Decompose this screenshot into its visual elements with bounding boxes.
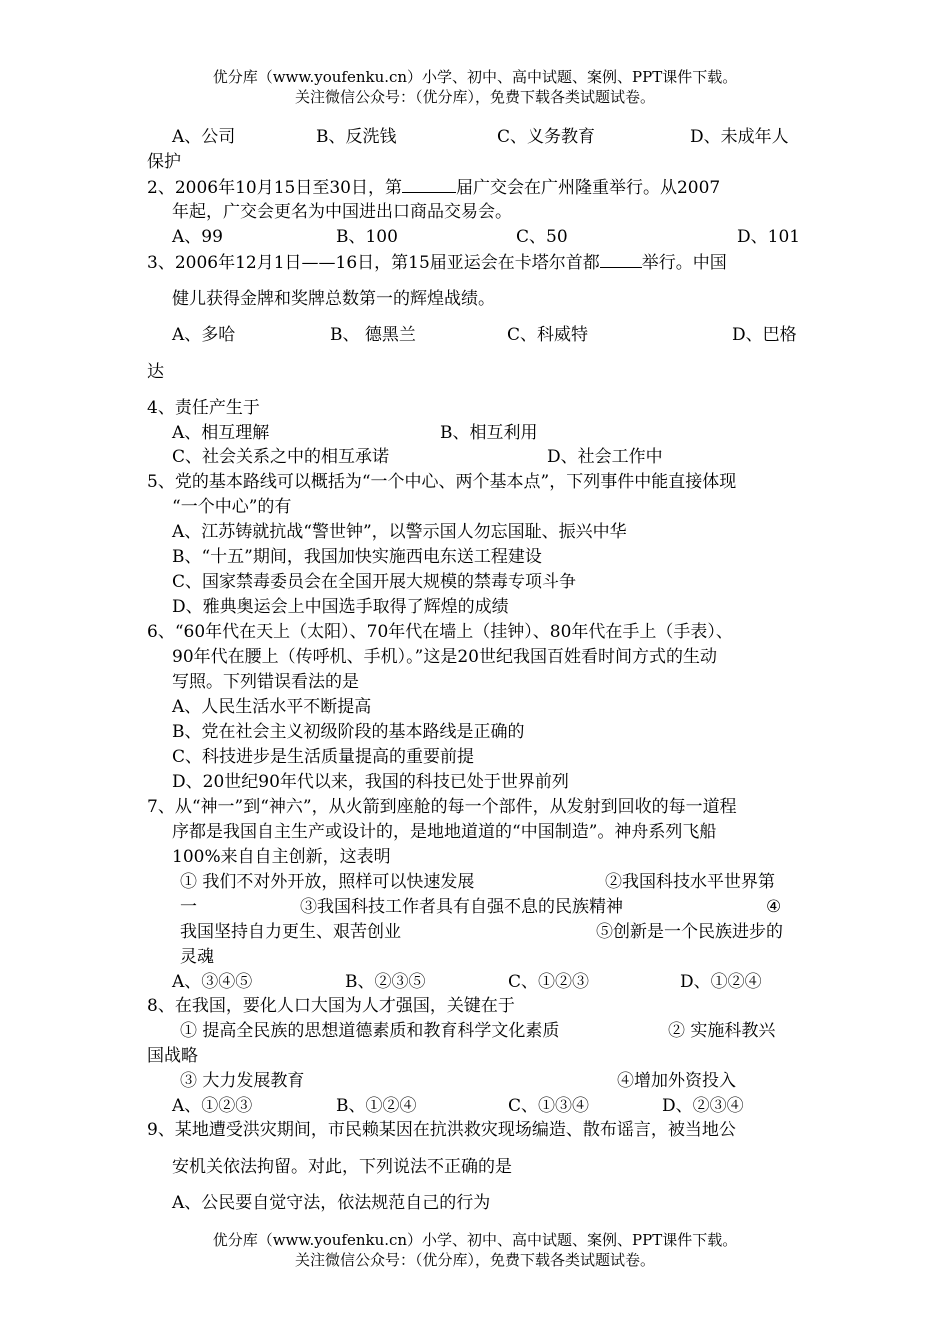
q5-stem-line1: 5、党的基本路线可以概括为“一个中心、两个基本点”，下列事件中能直接体现 — [147, 472, 737, 492]
q2-answer-blank — [402, 176, 456, 193]
q7-option-b: B、②③⑤ — [345, 972, 426, 992]
q8-item-4: ④增加外资投入 — [617, 1071, 736, 1091]
q1-option-c: C、义务教育 — [497, 127, 596, 147]
q3-option-d: D、巴格 — [732, 325, 797, 345]
q8-item-2b: 国战略 — [147, 1046, 198, 1066]
q1-option-a: A、公司 — [172, 127, 236, 147]
q3-stem-after: 举行。中国 — [641, 253, 727, 273]
q8-option-c: C、①③④ — [508, 1096, 590, 1116]
q7-option-d: D、①②④ — [680, 972, 762, 992]
q6-stem-line3: 写照。下列错误看法的是 — [172, 672, 359, 692]
q4-option-a: A、相互理解 — [172, 423, 270, 443]
q2-option-d: D、101 — [737, 227, 801, 247]
q8-option-d: D、②③④ — [662, 1096, 744, 1116]
q7-item-1: ① 我们不对外开放，照样可以快速发展 — [180, 872, 475, 892]
q2-stem-line2: 年起，广交会更名为中国进出口商品交易会。 — [172, 202, 512, 222]
q7-item-2a: ②我国科技水平世界第 — [605, 872, 775, 892]
page-footer-line1: 优分库（www.youfenku.cn）小学、初中、高中试题、案例、PPT课件下载。 — [212, 1231, 738, 1249]
q7-option-c: C、①②③ — [508, 972, 590, 992]
q9-stem-line2: 安机关依法拘留。对此，下列说法不正确的是 — [172, 1157, 512, 1177]
q9-option-a: A、公民要自觉守法，依法规范自己的行为 — [172, 1193, 491, 1213]
q9-stem-line1: 9、某地遭受洪灾期间，市民赖某因在抗洪救灾现场编造、散布谣言，被当地公 — [147, 1120, 736, 1140]
q8-option-b: B、①②④ — [336, 1096, 417, 1116]
q7-item-2b: 一 — [180, 897, 197, 917]
q2-stem-before: 2、2006年10月15日至30日，第 — [147, 178, 402, 198]
q8-item-1: ① 提高全民族的思想道德素质和教育科学文化素质 — [180, 1021, 560, 1041]
q2-stem-line1 — [147, 176, 720, 199]
q2-option-a: A、99 — [172, 227, 223, 247]
q7-item-3: ③我国科技工作者具有自强不息的民族精神 — [300, 897, 623, 917]
q8-stem: 8、在我国，要化人口大国为人才强国，关键在于 — [147, 996, 515, 1016]
q7-item-4a: ④ — [766, 897, 782, 917]
q3-option-b: B、 德黑兰 — [330, 325, 416, 345]
q3-option-tail: 达 — [147, 362, 164, 382]
q7-item-5b: 灵魂 — [180, 947, 214, 967]
q4-option-c: C、社会关系之中的相互承诺 — [172, 447, 390, 467]
q6-option-c: C、科技进步是生活质量提高的重要前提 — [172, 747, 475, 767]
q2-option-b: B、100 — [336, 227, 398, 247]
q6-stem-line2: 90年代在腰上（传呼机、手机）。”这是20世纪我国百姓看时间方式的生动 — [172, 647, 717, 667]
q6-stem-line1: 6、“60年代在天上（太阳）、70年代在墙上（挂钟）、80年代在手上（手表）、 — [147, 622, 733, 642]
q3-answer-blank — [600, 251, 642, 268]
q5-option-a: A、江苏铸就抗战“警世钟”，以警示国人勿忘国耻、振兴中华 — [172, 522, 627, 542]
q6-option-a: A、人民生活水平不断提高 — [172, 697, 372, 717]
q7-stem-line1: 7、从“神一”到“神六”，从火箭到座舱的每一个部件，从发射到回收的每一道程 — [147, 797, 737, 817]
q2-option-c: C、50 — [516, 227, 568, 247]
q7-stem-line2: 序都是我国自主生产或设计的，是地地道道的“中国制造”。神舟系列飞船 — [172, 822, 717, 842]
q6-option-d: D、20世纪90年代以来，我国的科技已处于世界前列 — [172, 772, 569, 792]
q3-option-a: A、多哈 — [172, 325, 236, 345]
q4-stem: 4、责任产生于 — [147, 398, 260, 418]
q3-stem-before: 3、2006年12月1日——16日，第15届亚运会在卡塔尔首都 — [147, 253, 600, 273]
q5-option-c: C、国家禁毒委员会在全国开展大规模的禁毒专项斗争 — [172, 572, 577, 592]
q8-option-a: A、①②③ — [172, 1096, 253, 1116]
q2-stem-after: 届广交会在广州隆重举行。从2007 — [455, 178, 721, 198]
q7-stem-line3: 100%来自自主创新，这表明 — [172, 847, 391, 867]
page-header-line1: 优分库（www.youfenku.cn）小学、初中、高中试题、案例、PPT课件下载。 — [212, 68, 738, 86]
page-footer-line2: 关注微信公众号：（优分库），免费下载各类试题试卷。 — [294, 1251, 655, 1269]
q3-stem-line1 — [147, 251, 727, 274]
q7-item-5a: ⑤创新是一个民族进步的 — [596, 922, 783, 942]
q1-option-b: B、反洗钱 — [316, 127, 397, 147]
q1-option-d: D、未成年人 — [690, 127, 789, 147]
q3-option-c: C、科威特 — [507, 325, 589, 345]
page-header-line2: 关注微信公众号：（优分库），免费下载各类试题试卷。 — [294, 88, 655, 106]
q7-item-4b: 我国坚持自力更生、艰苦创业 — [180, 922, 401, 942]
q1-option-tail: 保护 — [147, 152, 181, 172]
q5-option-d: D、雅典奥运会上中国选手取得了辉煌的成绩 — [172, 597, 509, 617]
q8-item-3: ③ 大力发展教育 — [180, 1071, 305, 1091]
q5-option-b: B、“十五”期间，我国加快实施西电东送工程建设 — [172, 547, 542, 567]
q4-option-d: D、社会工作中 — [547, 447, 663, 467]
q8-item-2a: ② 实施科教兴 — [668, 1021, 776, 1041]
q5-stem-line2: “一个中心”的有 — [172, 497, 292, 517]
q6-option-b: B、党在社会主义初级阶段的基本路线是正确的 — [172, 722, 525, 742]
q7-option-a: A、③④⑤ — [172, 972, 253, 992]
q3-stem-line2: 健儿获得金牌和奖牌总数第一的辉煌战绩。 — [172, 289, 495, 309]
q4-option-b: B、相互利用 — [440, 423, 538, 443]
